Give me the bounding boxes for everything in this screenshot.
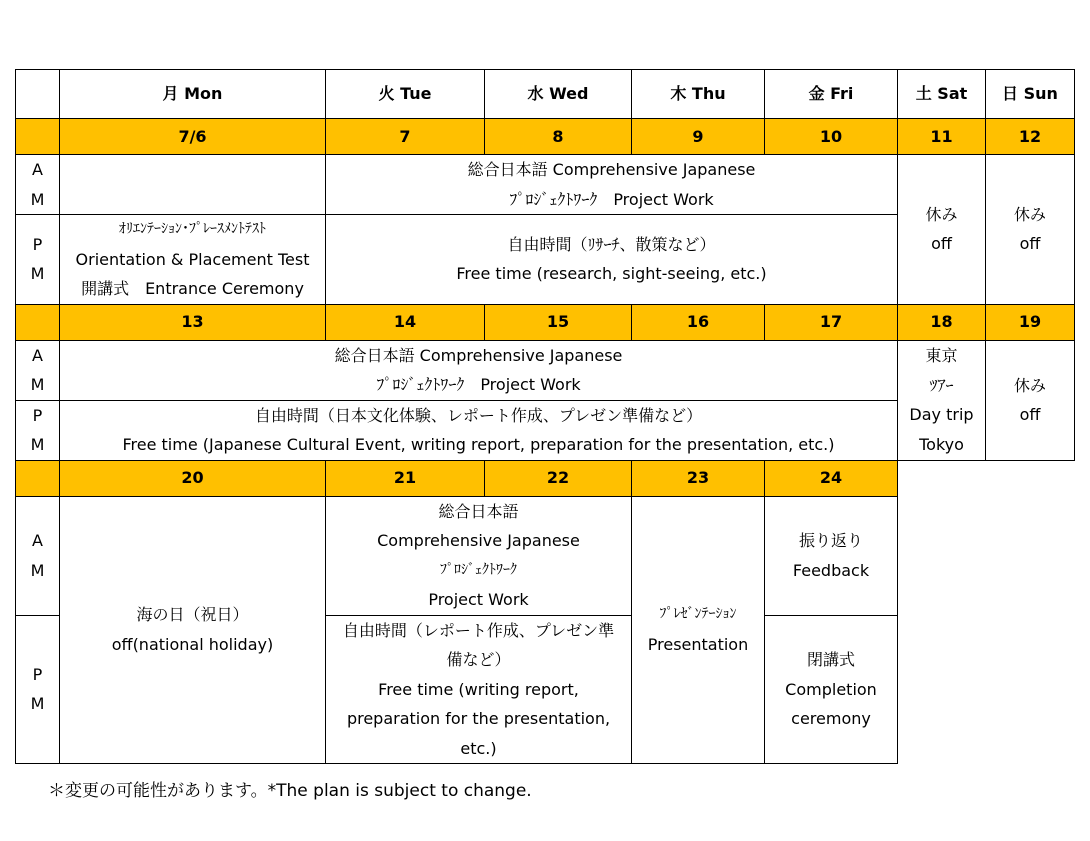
week1-sat: [898, 155, 986, 305]
week1-mon-pm: [60, 215, 326, 305]
orientation-line: 開講式 Entrance Ceremony: [81, 279, 304, 298]
week3-fri-am: [765, 496, 898, 615]
class-line: 総合日本語: [438, 501, 519, 521]
pm-label-p: P: [32, 405, 43, 425]
week1-am-class: [326, 155, 898, 215]
trip-line: Day trip: [909, 405, 974, 424]
week1-am-row: [16, 155, 1075, 215]
header-mon: 月 Mon: [60, 70, 326, 119]
free-line: 自由時間（レポート作成、プレゼン準: [342, 620, 615, 640]
empty-cell: [898, 460, 1075, 496]
header-sun: 日 Sun: [986, 70, 1075, 119]
class-line: Project Work: [428, 590, 529, 609]
week2-sun: [986, 340, 1075, 460]
off-line: 休み: [1013, 204, 1046, 224]
am-label: [16, 340, 60, 400]
am-label-m: M: [30, 560, 45, 580]
off-line: 休み: [925, 204, 958, 224]
week2-sat: [898, 340, 986, 460]
date-cell: 23: [632, 460, 765, 496]
holiday-line: 海の日（祝日）: [136, 605, 249, 625]
am-label-a: A: [32, 531, 43, 550]
date-cell: 9: [632, 119, 765, 155]
date-cell: 20: [60, 460, 326, 496]
pm-label: [16, 215, 60, 305]
date-cell: 24: [765, 460, 898, 496]
header-thu: 木 Thu: [632, 70, 765, 119]
class-line: ﾌﾟﾛｼﾞｪｸﾄﾜｰｸ: [440, 561, 517, 578]
am-label-a: A: [32, 160, 43, 179]
free-line: Free time (research, sight-seeing, etc.): [456, 264, 767, 284]
header-row: [16, 70, 1075, 119]
pm-label-p: P: [32, 664, 43, 684]
am-label: [16, 496, 60, 615]
week3-date-row: [16, 460, 1075, 496]
date-cell: 22: [485, 460, 632, 496]
am-label: [16, 155, 60, 215]
week1-date-row: [16, 119, 1075, 155]
header-tue: 火 Tue: [326, 70, 485, 119]
free-line: 自由時間（ﾘｻｰﾁ、散策など）: [507, 234, 716, 254]
date-cell: 7/6: [60, 119, 326, 155]
week2-date-row: [16, 304, 1075, 340]
class-line: 総合日本語 Comprehensive Japanese: [467, 160, 756, 179]
week3-am-class: [326, 496, 632, 615]
presentation-line: ﾌﾟﾚｾﾞﾝﾃｰｼｮﾝ: [659, 606, 737, 623]
off-line: off: [931, 234, 952, 254]
holiday-line: off(national holiday): [111, 634, 274, 654]
date-cell: 17: [765, 304, 898, 340]
change-note: ＊変更の可能性があります。*The plan is subject to change.: [48, 781, 532, 801]
header-wed: 水 Wed: [485, 70, 632, 119]
pm-label-m: M: [30, 264, 45, 284]
header-sat: 土 Sat: [898, 70, 986, 119]
pm-label-m: M: [30, 694, 45, 714]
date-cell: 11: [898, 119, 986, 155]
am-label-a: A: [32, 345, 43, 365]
free-line: etc.): [460, 738, 497, 758]
date-cell: 13: [60, 304, 326, 340]
class-line: 総合日本語 Comprehensive Japanese: [334, 345, 623, 365]
pm-label-p: P: [32, 234, 43, 254]
trip-line: Tokyo: [919, 434, 964, 454]
header-fri: 金 Fri: [765, 70, 898, 119]
week2-am-row: [16, 340, 1075, 400]
schedule-table: [15, 69, 1075, 764]
class-line: Comprehensive Japanese: [377, 531, 580, 550]
date-cell: 10: [765, 119, 898, 155]
week3-am-row: [16, 496, 1075, 615]
date-cell: 16: [632, 304, 765, 340]
orientation-line: ｵﾘｴﾝﾃｰｼｮﾝ･ﾌﾟﾚｰｽﾒﾝﾄﾃｽﾄ: [119, 221, 266, 237]
date-cell: 15: [485, 304, 632, 340]
am-label-m: M: [30, 375, 45, 394]
week3-fri-pm: [765, 615, 898, 764]
date-corner: [16, 119, 60, 155]
class-line: ﾌﾟﾛｼﾞｪｸﾄﾜｰｸ Project Work: [376, 375, 581, 394]
pm-label: [16, 615, 60, 764]
ceremony-line: 閉講式: [806, 650, 855, 669]
feedback-line: Feedback: [792, 560, 870, 580]
date-cell: 14: [326, 304, 485, 340]
date-corner: [16, 460, 60, 496]
date-cell: 19: [986, 304, 1075, 340]
ceremony-line: ceremony: [791, 709, 871, 728]
week1-mon-am: [60, 155, 326, 215]
trip-line: ﾂｱｰ: [929, 375, 954, 395]
date-cell: 8: [485, 119, 632, 155]
off-line: off: [1019, 234, 1041, 254]
pm-label: [16, 400, 60, 460]
free-line: preparation for the presentation,: [346, 709, 611, 728]
week1-pm-free: [326, 215, 898, 305]
empty-cell: [898, 496, 1075, 764]
date-corner: [16, 304, 60, 340]
class-line: ﾌﾟﾛｼﾞｪｸﾄﾜｰｸ Project Work: [509, 189, 714, 209]
date-cell: 18: [898, 304, 986, 340]
week1-sun: [986, 155, 1075, 305]
week3-pm-free: [326, 615, 632, 764]
week3-thu-presentation: [632, 496, 765, 764]
orientation-line: Orientation & Placement Test: [75, 249, 310, 269]
date-cell: 21: [326, 460, 485, 496]
header-corner: [16, 70, 60, 119]
week2-am-class: [60, 340, 898, 400]
week3-mon-holiday: [60, 496, 326, 764]
free-line: 備など）: [446, 650, 511, 669]
am-label-m: M: [30, 189, 45, 209]
week2-pm-free: [60, 400, 898, 460]
feedback-line: 振り返り: [798, 531, 863, 550]
trip-line: 東京: [925, 346, 958, 365]
presentation-line: Presentation: [647, 634, 749, 654]
pm-label-m: M: [30, 435, 45, 454]
ceremony-line: Completion: [785, 679, 877, 699]
date-cell: 7: [326, 119, 485, 155]
free-line: Free time (Japanese Cultural Event, writing report, preparation for the presentation, etc.): [122, 435, 835, 454]
free-line: 自由時間（日本文化体験、レポート作成、プレゼン準備など）: [254, 405, 703, 425]
date-cell: 12: [986, 119, 1075, 155]
free-line: Free time (writing report,: [378, 679, 579, 699]
off-line: off: [1019, 405, 1041, 424]
off-line: 休み: [1013, 375, 1046, 395]
